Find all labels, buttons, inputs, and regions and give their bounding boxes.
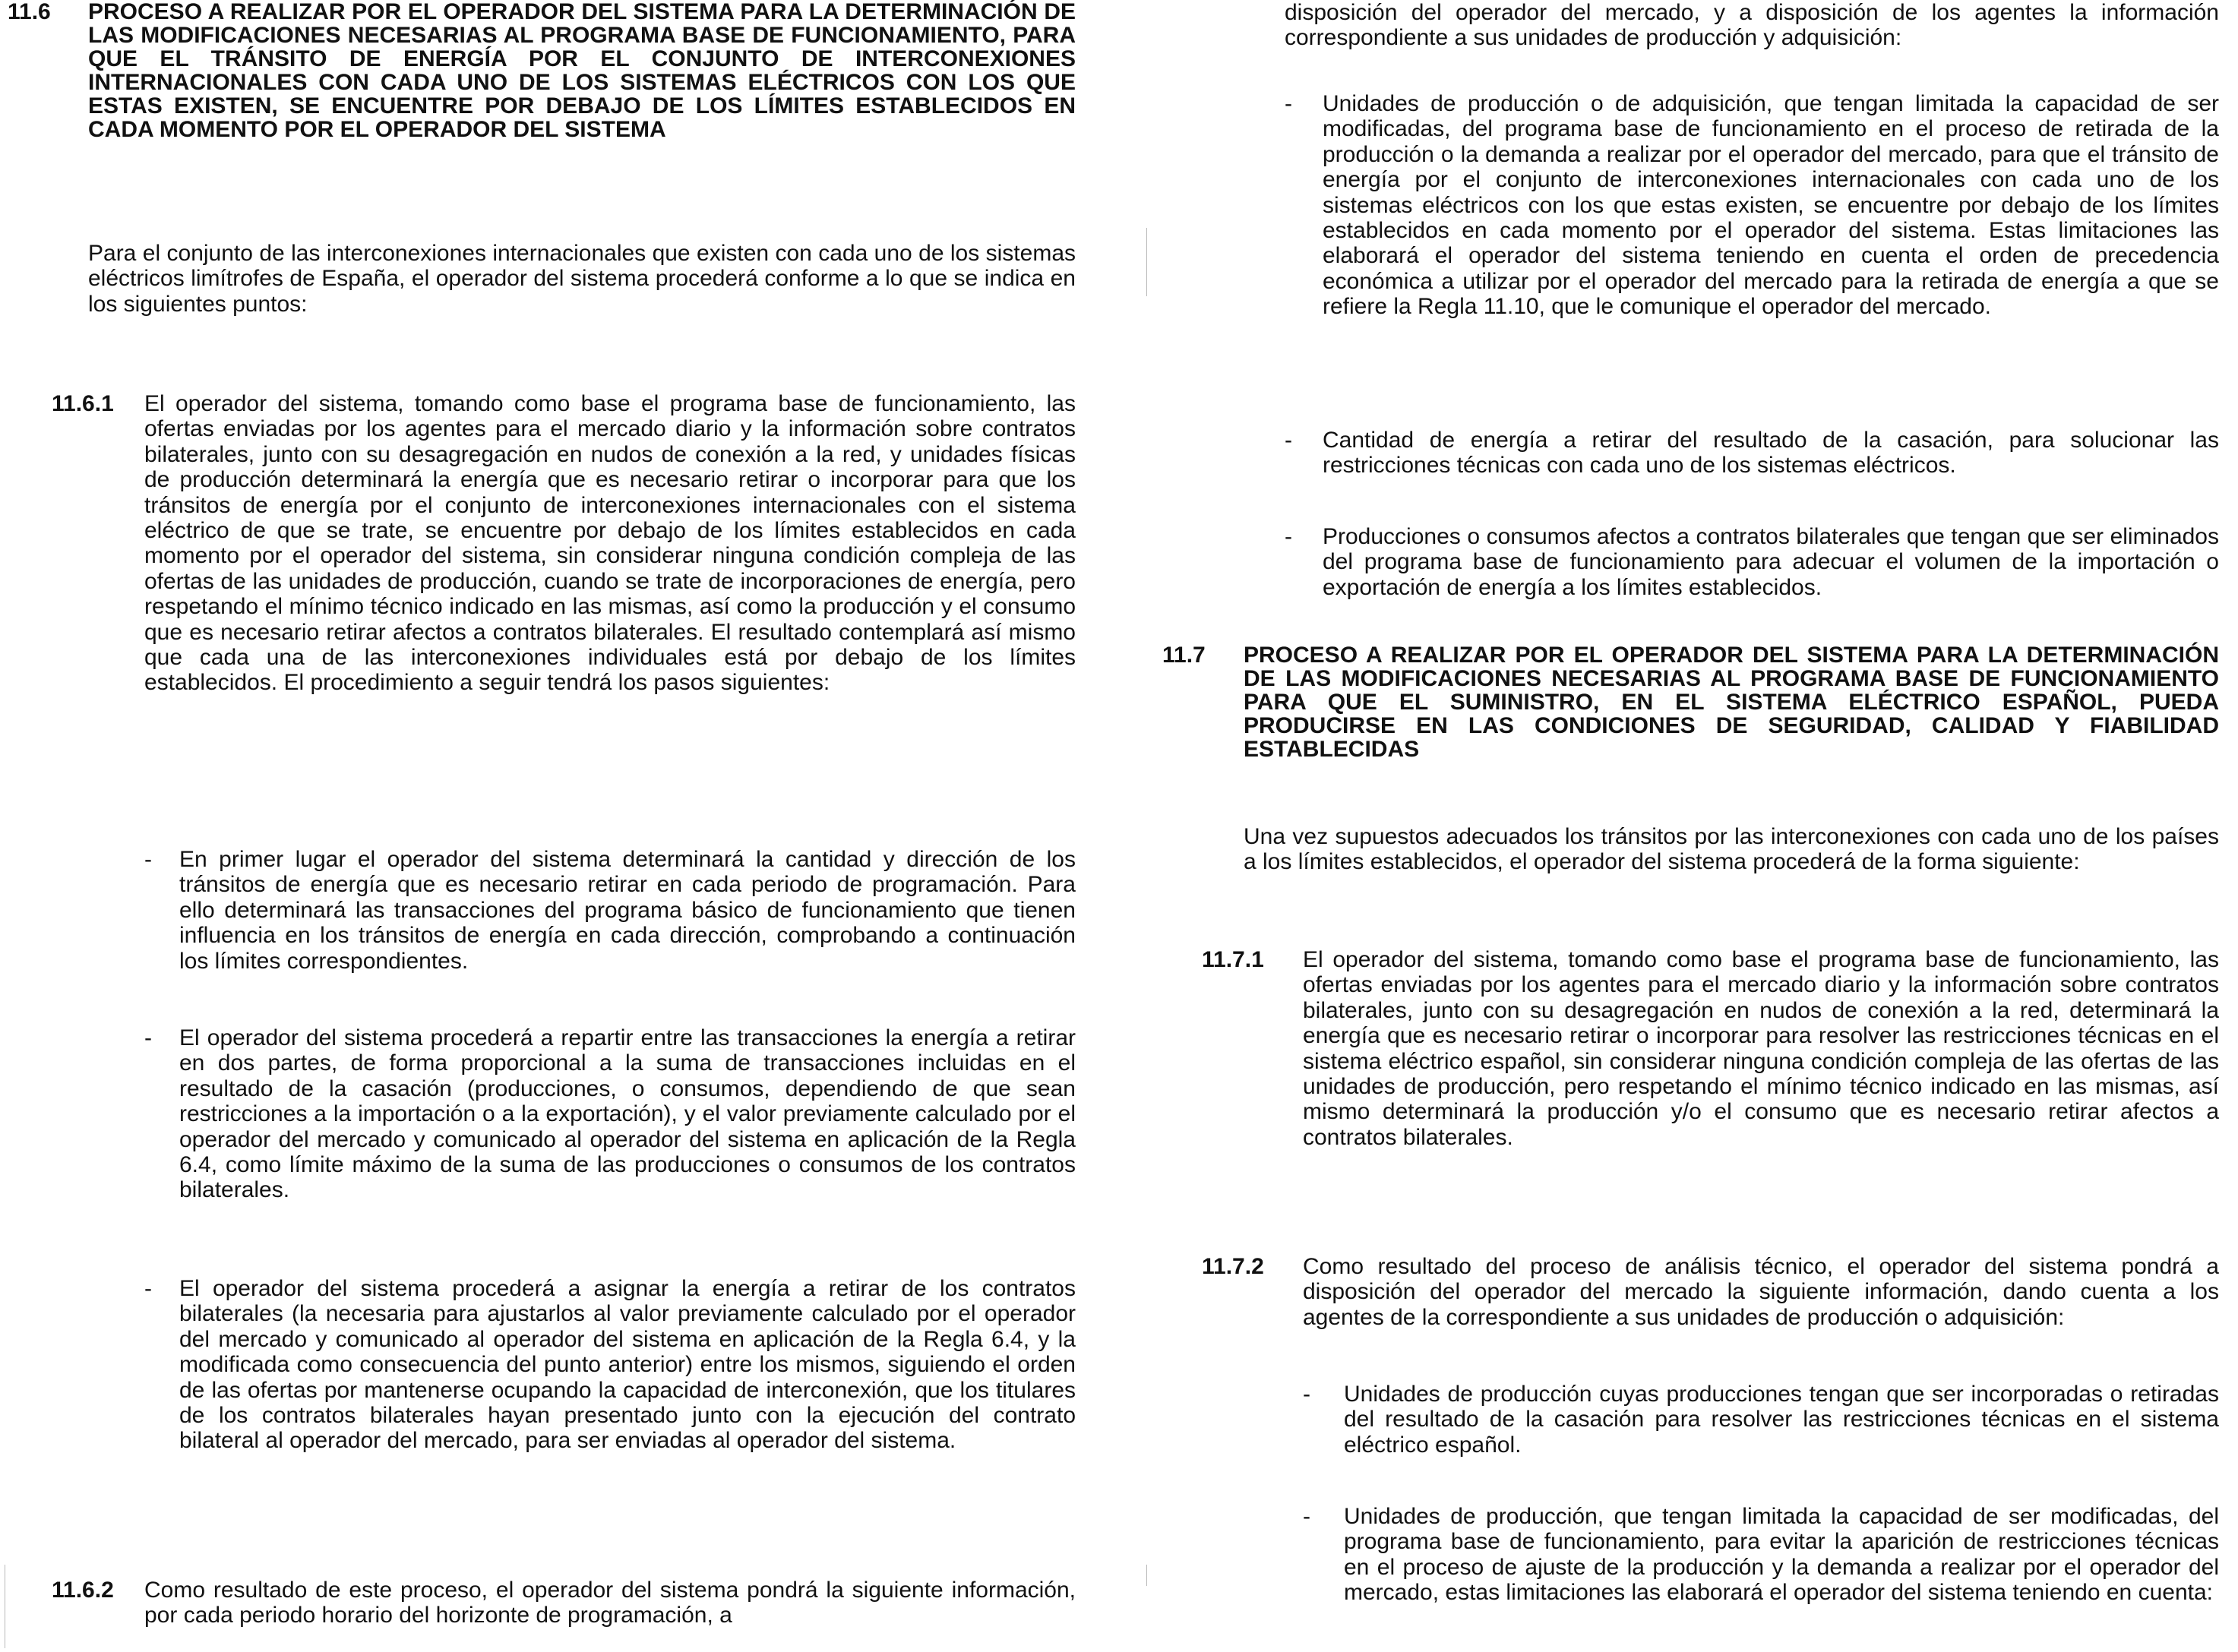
bullet-text: Unidades de producción, que tengan limitada la capacidad de ser modificadas, del programa base de funcionamiento, para evitar la aparición de restricciones técnicas en el proceso de ajuste de la producción y la demanda a realizar por el operador del mercado, estas limitaciones las elaborará el operador del sistema teniendo en cuenta: xyxy=(1344,1504,2219,1606)
scan-mark xyxy=(1146,1565,1147,1586)
bullet-item xyxy=(144,847,1076,974)
subsection-11-7-1 xyxy=(1162,947,2219,1150)
bullet-dash: - xyxy=(1303,1504,1310,1529)
bullet-dash: - xyxy=(144,1276,152,1301)
bullet-item xyxy=(144,1025,1076,1203)
bullet-dash: - xyxy=(144,847,152,872)
section-number: 11.6 xyxy=(8,0,51,24)
bullet-dash: - xyxy=(1285,428,1292,453)
bullet-item xyxy=(144,1276,1076,1454)
bullet-item xyxy=(1303,1382,2219,1458)
section-title: PROCESO A REALIZAR POR EL OPERADOR DEL SISTEMA PARA LA DETERMINACIÓN DE LAS MODIFICACIONES NECESARIAS AL PROGRAMA BASE DE FUNCIONAMIENTO, PARA QUE EL TRÁNSITO DE ENERGÍA POR EL CONJUNTO DE INTERCONEXIONES INTERNACIONALES CON CADA UNO DE LOS SISTEMAS ELÉCTRICOS CON LOS QUE ESTAS EXISTEN, SE ENCUENTRE POR DEBAJO DE LOS LÍMITES ESTABLECIDOS EN CADA MOMENTO POR EL OPERADOR DEL SISTEMA xyxy=(88,0,1076,142)
scan-mark xyxy=(1146,228,1147,296)
subsection-number: 11.6.2 xyxy=(52,1578,114,1603)
bullet-text: En primer lugar el operador del sistema determinará la cantidad y dirección de los tránsitos de energía que es necesario retirar en cada periodo de programación. Para ello determinará las transacciones del programa básico de funcionamiento que tienen influencia en los tránsitos de energía en cada dirección, comprobando a continuación los límites correspondientes. xyxy=(179,847,1076,974)
subsection-text: Como resultado de este proceso, el operador del sistema pondrá la siguiente información, por cada periodo horario del horizonte de programación, a xyxy=(144,1578,1076,1628)
section-11-7-heading xyxy=(1162,643,2219,761)
bullet-dash: - xyxy=(1285,524,1292,549)
bullet-text: Cantidad de energía a retirar del resultado de la casación, para solucionar las restricciones técnicas con cada uno de los sistemas eléctricos. xyxy=(1323,428,2219,479)
subsection-text: El operador del sistema, tomando como base el programa base de funcionamiento, las ofertas enviadas por los agentes para el mercado diario y la información sobre contratos bilaterales, junto con su desagregación en nudos de conexión a la red, determinará la energía que es necesario retirar o incorporar para resolver las restricciones técnicas en el sistema eléctrico español, sin considerar ninguna condición compleja de las ofertas de las unidades de producción, pero respetando el mínimo técnico indicado en las mismas, así mismo determinará la producción y/o el consumo que es necesario retirar afectos a contratos bilaterales. xyxy=(1303,947,2219,1150)
subsection-number: 11.7.2 xyxy=(1202,1254,1264,1279)
subsection-number: 11.7.1 xyxy=(1202,947,1264,972)
bullet-text: El operador del sistema procederá a asignar la energía a retirar de los contratos bilaterales (la necesaria para ajustarlos al valor previamente calculado por el operador del mercado y comunicado al operador del sistema en aplicación de la Regla 6.4, y la modificada como consecuencia del punto anterior) entre los mismos, siguiendo el orden de las ofertas por mantenerse ocupando la capacidad de interconexión, que los titulares de los contratos bilaterales hayan presentado junto con la ejecución del contrato bilateral al operador del mercado, para ser enviadas al operador del sistema. xyxy=(179,1276,1076,1454)
section-11-6-heading xyxy=(0,0,1076,141)
subsection-number: 11.6.1 xyxy=(52,391,114,416)
continuation-text: disposición del operador del mercado, y a disposición de los agentes la información correspondiente a sus unidades de producción y adquisición: xyxy=(1285,0,2219,51)
bullet-text: Producciones o consumos afectos a contratos bilaterales que tengan que ser eliminados del programa base de funcionamiento para adecuar el volumen de la importación o exportación de energía a los límites establecidos. xyxy=(1323,524,2219,600)
bullet-dash: - xyxy=(1285,91,1292,116)
subsection-text: El operador del sistema, tomando como base el programa base de funcionamiento, las ofertas enviadas por los agentes para el mercado diario y la información sobre contratos bilaterales, junto con su desagregación en nudos de conexión a la red, y unidades físicas de producción determinará la energía que es necesario retirar o incorporar para que los tránsitos de energía por el conjunto de interconexiones internacionales con el sistema eléctrico de que se trate, se encuentre por debajo de los límites establecidos en cada momento por el operador del sistema, sin considerar ninguna condición compleja de las ofertas de las unidades de producción, cuando se trate de incorporaciones de energía, pero respetando el mínimo técnico indicado en las mismas, así como la producción y el consumo que es necesario retirar afectos a contratos bilaterales. El resultado contemplará así mismo que cada una de las interconexiones individuales está por debajo de los límites establecidos. El procedimiento a seguir tendrá los pasos siguientes: xyxy=(144,391,1076,696)
subsection-text: Como resultado del proceso de análisis técnico, el operador del sistema pondrá a disposición del operador del mercado la siguiente información, dando cuenta a los agentes de la correspondiente a sus unidades de producción o adquisición: xyxy=(1303,1254,2219,1330)
bullet-item xyxy=(1285,91,2219,320)
subsection-11-6-2 xyxy=(0,1578,1076,1628)
bullet-item xyxy=(1285,428,2219,479)
section-number: 11.7 xyxy=(1162,643,1206,668)
subsection-11-6-1 xyxy=(0,391,1076,696)
bullet-text: Unidades de producción o de adquisición, que tengan limitada la capacidad de ser modificadas, del programa base de funcionamiento en el proceso de retirada de la producción o la demanda a realizar por el operador del mercado, para que el tránsito de energía por el conjunto de interconexiones internacionales con cada uno de los sistemas eléctricos con los que estas existen, se encuentre por debajo de los límites establecidos en cada momento por el operador del sistema. Estas limitaciones las elaborará el operador del sistema teniendo en cuenta el orden de precedencia económica a utilizar por el operador del mercado para la retirada de energía a que se refiere la Regla 11.10, que le comunique el operador del mercado. xyxy=(1323,91,2219,320)
section-11-6-intro: Para el conjunto de las interconexiones internacionales que existen con cada uno de los sistemas eléctricos limítrofes de España, el operador del sistema procederá conforme a lo que se indica en los siguientes puntos: xyxy=(88,241,1076,317)
bullet-item xyxy=(1285,524,2219,600)
bullet-text: Unidades de producción cuyas producciones tengan que ser incorporadas o retiradas del resultado de la casación para resolver las restricciones técnicas en el sistema eléctrico español. xyxy=(1344,1382,2219,1458)
bullet-dash: - xyxy=(144,1025,152,1050)
bullet-dash: - xyxy=(1303,1382,1310,1407)
bullet-text: El operador del sistema procederá a repartir entre las transacciones la energía a retirar en dos partes, de forma proporcional a la suma de transacciones incluidas en el resultado de la casación (producciones, o consumos, dependiendo de que sean restricciones a la importación o a la exportación), y el valor previamente calculado por el operador del mercado y comunicado al operador del sistema en aplicación de la Regla 6.4, como límite máximo de la suma de las producciones o consumos de los contratos bilaterales. xyxy=(179,1025,1076,1203)
section-title: PROCESO A REALIZAR POR EL OPERADOR DEL SISTEMA PARA LA DETERMINACIÓN DE LAS MODIFICACIONES NECESARIAS AL PROGRAMA BASE DE FUNCIONAMIENTO PARA QUE EL SUMINISTRO, EN EL SISTEMA ELÉCTRICO ESPAÑOL, PUEDA PRODUCIRSE EN LAS CONDICIONES DE SEGURIDAD, CALIDAD Y FIABILIDAD ESTABLECIDAS xyxy=(1244,643,2219,762)
bullet-item xyxy=(1303,1504,2219,1606)
subsection-11-7-2 xyxy=(1162,1254,2219,1330)
section-11-7-intro: Una vez supuestos adecuados los tránsitos por las interconexiones con cada uno de los países a los límites establecidos, el operador del sistema procederá de la forma siguiente: xyxy=(1244,824,2219,875)
